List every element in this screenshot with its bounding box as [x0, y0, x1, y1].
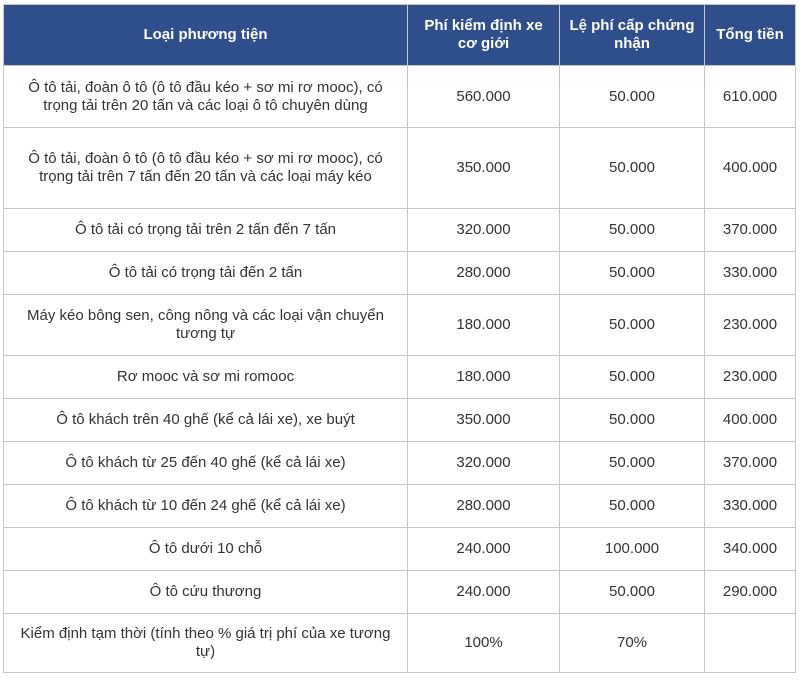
- vehicle-type-cell: Ô tô dưới 10 chỗ: [4, 528, 408, 571]
- fee-table: [3, 4, 796, 673]
- inspection-fee-cell: 350.000: [408, 399, 560, 442]
- table-row: [4, 356, 796, 399]
- total-cell: 230.000: [705, 356, 796, 399]
- total-cell: 400.000: [705, 399, 796, 442]
- total-cell: 610.000: [705, 66, 796, 128]
- vehicle-type-cell: Ô tô khách từ 25 đến 40 ghế (kể cả lái xe): [4, 442, 408, 485]
- total-cell: 370.000: [705, 209, 796, 252]
- header-inspection-fee: Phí kiểm định xe cơ giới: [408, 5, 560, 66]
- inspection-fee-cell: 350.000: [408, 128, 560, 209]
- vehicle-type-cell: Ô tô khách từ 10 đến 24 ghế (kể cả lái xe): [4, 485, 408, 528]
- table-row: [4, 66, 796, 128]
- table-row: [4, 209, 796, 252]
- total-cell: 290.000: [705, 571, 796, 614]
- inspection-fee-cell: 240.000: [408, 528, 560, 571]
- vehicle-type-cell: Ô tô tải có trọng tải trên 2 tấn đến 7 tấn: [4, 209, 408, 252]
- certificate-fee-cell: 50.000: [560, 571, 705, 614]
- vehicle-type-cell: Kiểm định tạm thời (tính theo % giá trị phí của xe tương tự): [4, 614, 408, 673]
- table-row: [4, 399, 796, 442]
- table-row: [4, 485, 796, 528]
- total-cell: [705, 614, 796, 673]
- total-cell: 330.000: [705, 252, 796, 295]
- total-cell: 340.000: [705, 528, 796, 571]
- inspection-fee-cell: 280.000: [408, 252, 560, 295]
- table-row: [4, 528, 796, 571]
- certificate-fee-cell: 50.000: [560, 252, 705, 295]
- inspection-fee-cell: 180.000: [408, 356, 560, 399]
- table-row: [4, 128, 796, 209]
- table-row: [4, 295, 796, 356]
- vehicle-type-cell: Máy kéo bông sen, công nông và các loại vận chuyển tương tự: [4, 295, 408, 356]
- vehicle-type-cell: Ô tô cứu thương: [4, 571, 408, 614]
- table-row: [4, 571, 796, 614]
- table-row: [4, 614, 796, 673]
- certificate-fee-cell: 100.000: [560, 528, 705, 571]
- inspection-fee-cell: 560.000: [408, 66, 560, 128]
- vehicle-type-cell: Ô tô tải, đoàn ô tô (ô tô đầu kéo + sơ mi rơ mooc), có trọng tải trên 20 tấn và các loại ô tô chuyên dùng: [4, 66, 408, 128]
- certificate-fee-cell: 50.000: [560, 295, 705, 356]
- table-row: [4, 442, 796, 485]
- inspection-fee-cell: 280.000: [408, 485, 560, 528]
- vehicle-type-cell: Ô tô khách trên 40 ghế (kể cả lái xe), xe buýt: [4, 399, 408, 442]
- certificate-fee-cell: 50.000: [560, 356, 705, 399]
- certificate-fee-cell: 50.000: [560, 66, 705, 128]
- total-cell: 230.000: [705, 295, 796, 356]
- inspection-fee-cell: 100%: [408, 614, 560, 673]
- table-row: [4, 252, 796, 295]
- inspection-fee-cell: 240.000: [408, 571, 560, 614]
- certificate-fee-cell: 50.000: [560, 128, 705, 209]
- certificate-fee-cell: 50.000: [560, 209, 705, 252]
- vehicle-type-cell: Ô tô tải, đoàn ô tô (ô tô đầu kéo + sơ mi rơ mooc), có trọng tải trên 7 tấn đến 20 tấn và các loại máy kéo: [4, 128, 408, 209]
- header-certificate-fee: Lệ phí cấp chứng nhận: [560, 5, 705, 66]
- certificate-fee-cell: 70%: [560, 614, 705, 673]
- vehicle-type-cell: Rơ mooc và sơ mi romooc: [4, 356, 408, 399]
- total-cell: 330.000: [705, 485, 796, 528]
- total-cell: 370.000: [705, 442, 796, 485]
- certificate-fee-cell: 50.000: [560, 442, 705, 485]
- header-total: Tổng tiền: [705, 5, 796, 66]
- inspection-fee-cell: 320.000: [408, 209, 560, 252]
- inspection-fee-cell: 180.000: [408, 295, 560, 356]
- header-row: [4, 5, 796, 66]
- certificate-fee-cell: 50.000: [560, 399, 705, 442]
- vehicle-type-cell: Ô tô tải có trọng tải đến 2 tấn: [4, 252, 408, 295]
- total-cell: 400.000: [705, 128, 796, 209]
- certificate-fee-cell: 50.000: [560, 485, 705, 528]
- inspection-fee-cell: 320.000: [408, 442, 560, 485]
- header-vehicle-type: Loại phương tiện: [4, 5, 408, 66]
